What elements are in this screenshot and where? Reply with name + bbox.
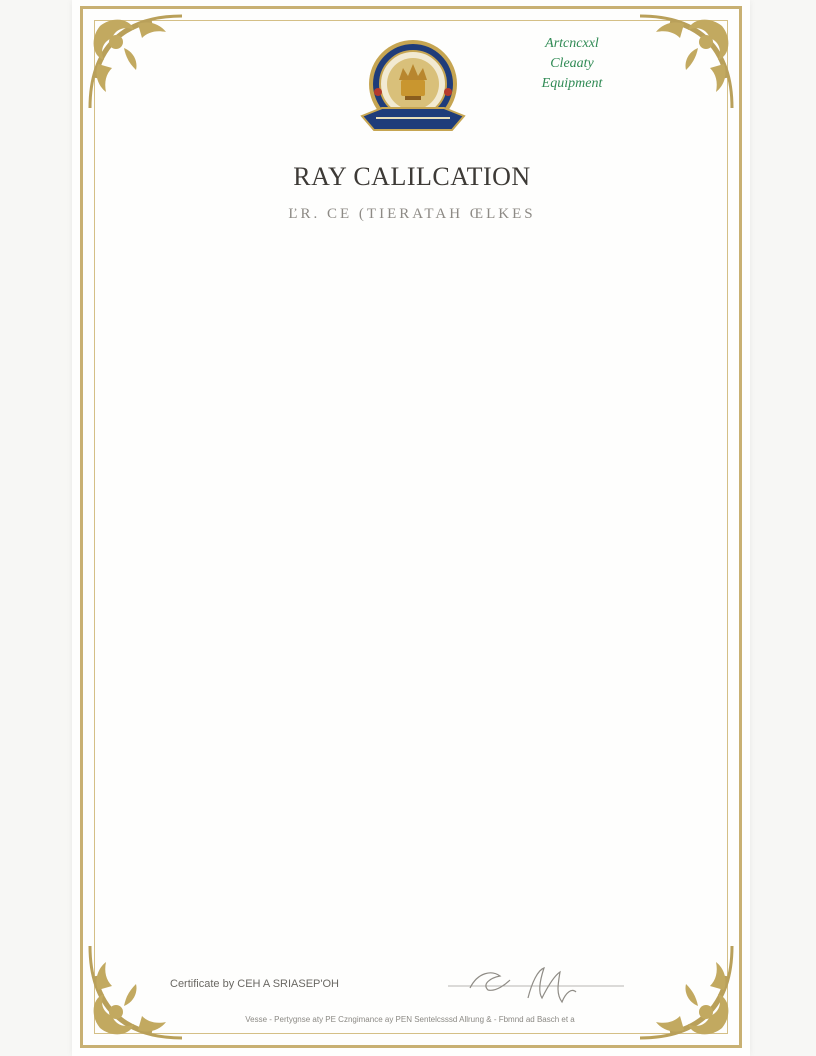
institution-seal-emblem <box>356 38 470 144</box>
signature-mark <box>448 962 628 1010</box>
corner-note-line-2: Cleaaty <box>550 56 594 71</box>
certificate-subtitle: ĽR. CE (TIERATAH ŒLKES <box>288 206 536 222</box>
certified-by-text: Certificate by CEH A SRIASEP'OH <box>170 978 339 990</box>
ornament-corner-top-left <box>82 8 192 118</box>
certificate-title: RAY CALILCATION <box>293 162 531 191</box>
ornament-corner-bottom-left <box>82 936 192 1046</box>
corner-note-line-1: Artcncxxl <box>545 36 599 51</box>
corner-note-line-3: Equipment <box>541 76 603 91</box>
ornament-corner-top-right <box>630 8 740 118</box>
footer-fine-print: Vesse - Pertygnse aty PE Czngimance ay PEN Sentelcsssd Allrung & - Fbmnd ad Basch et a <box>245 1015 575 1024</box>
ornament-corner-bottom-right <box>630 936 740 1046</box>
corner-note <box>516 34 628 94</box>
